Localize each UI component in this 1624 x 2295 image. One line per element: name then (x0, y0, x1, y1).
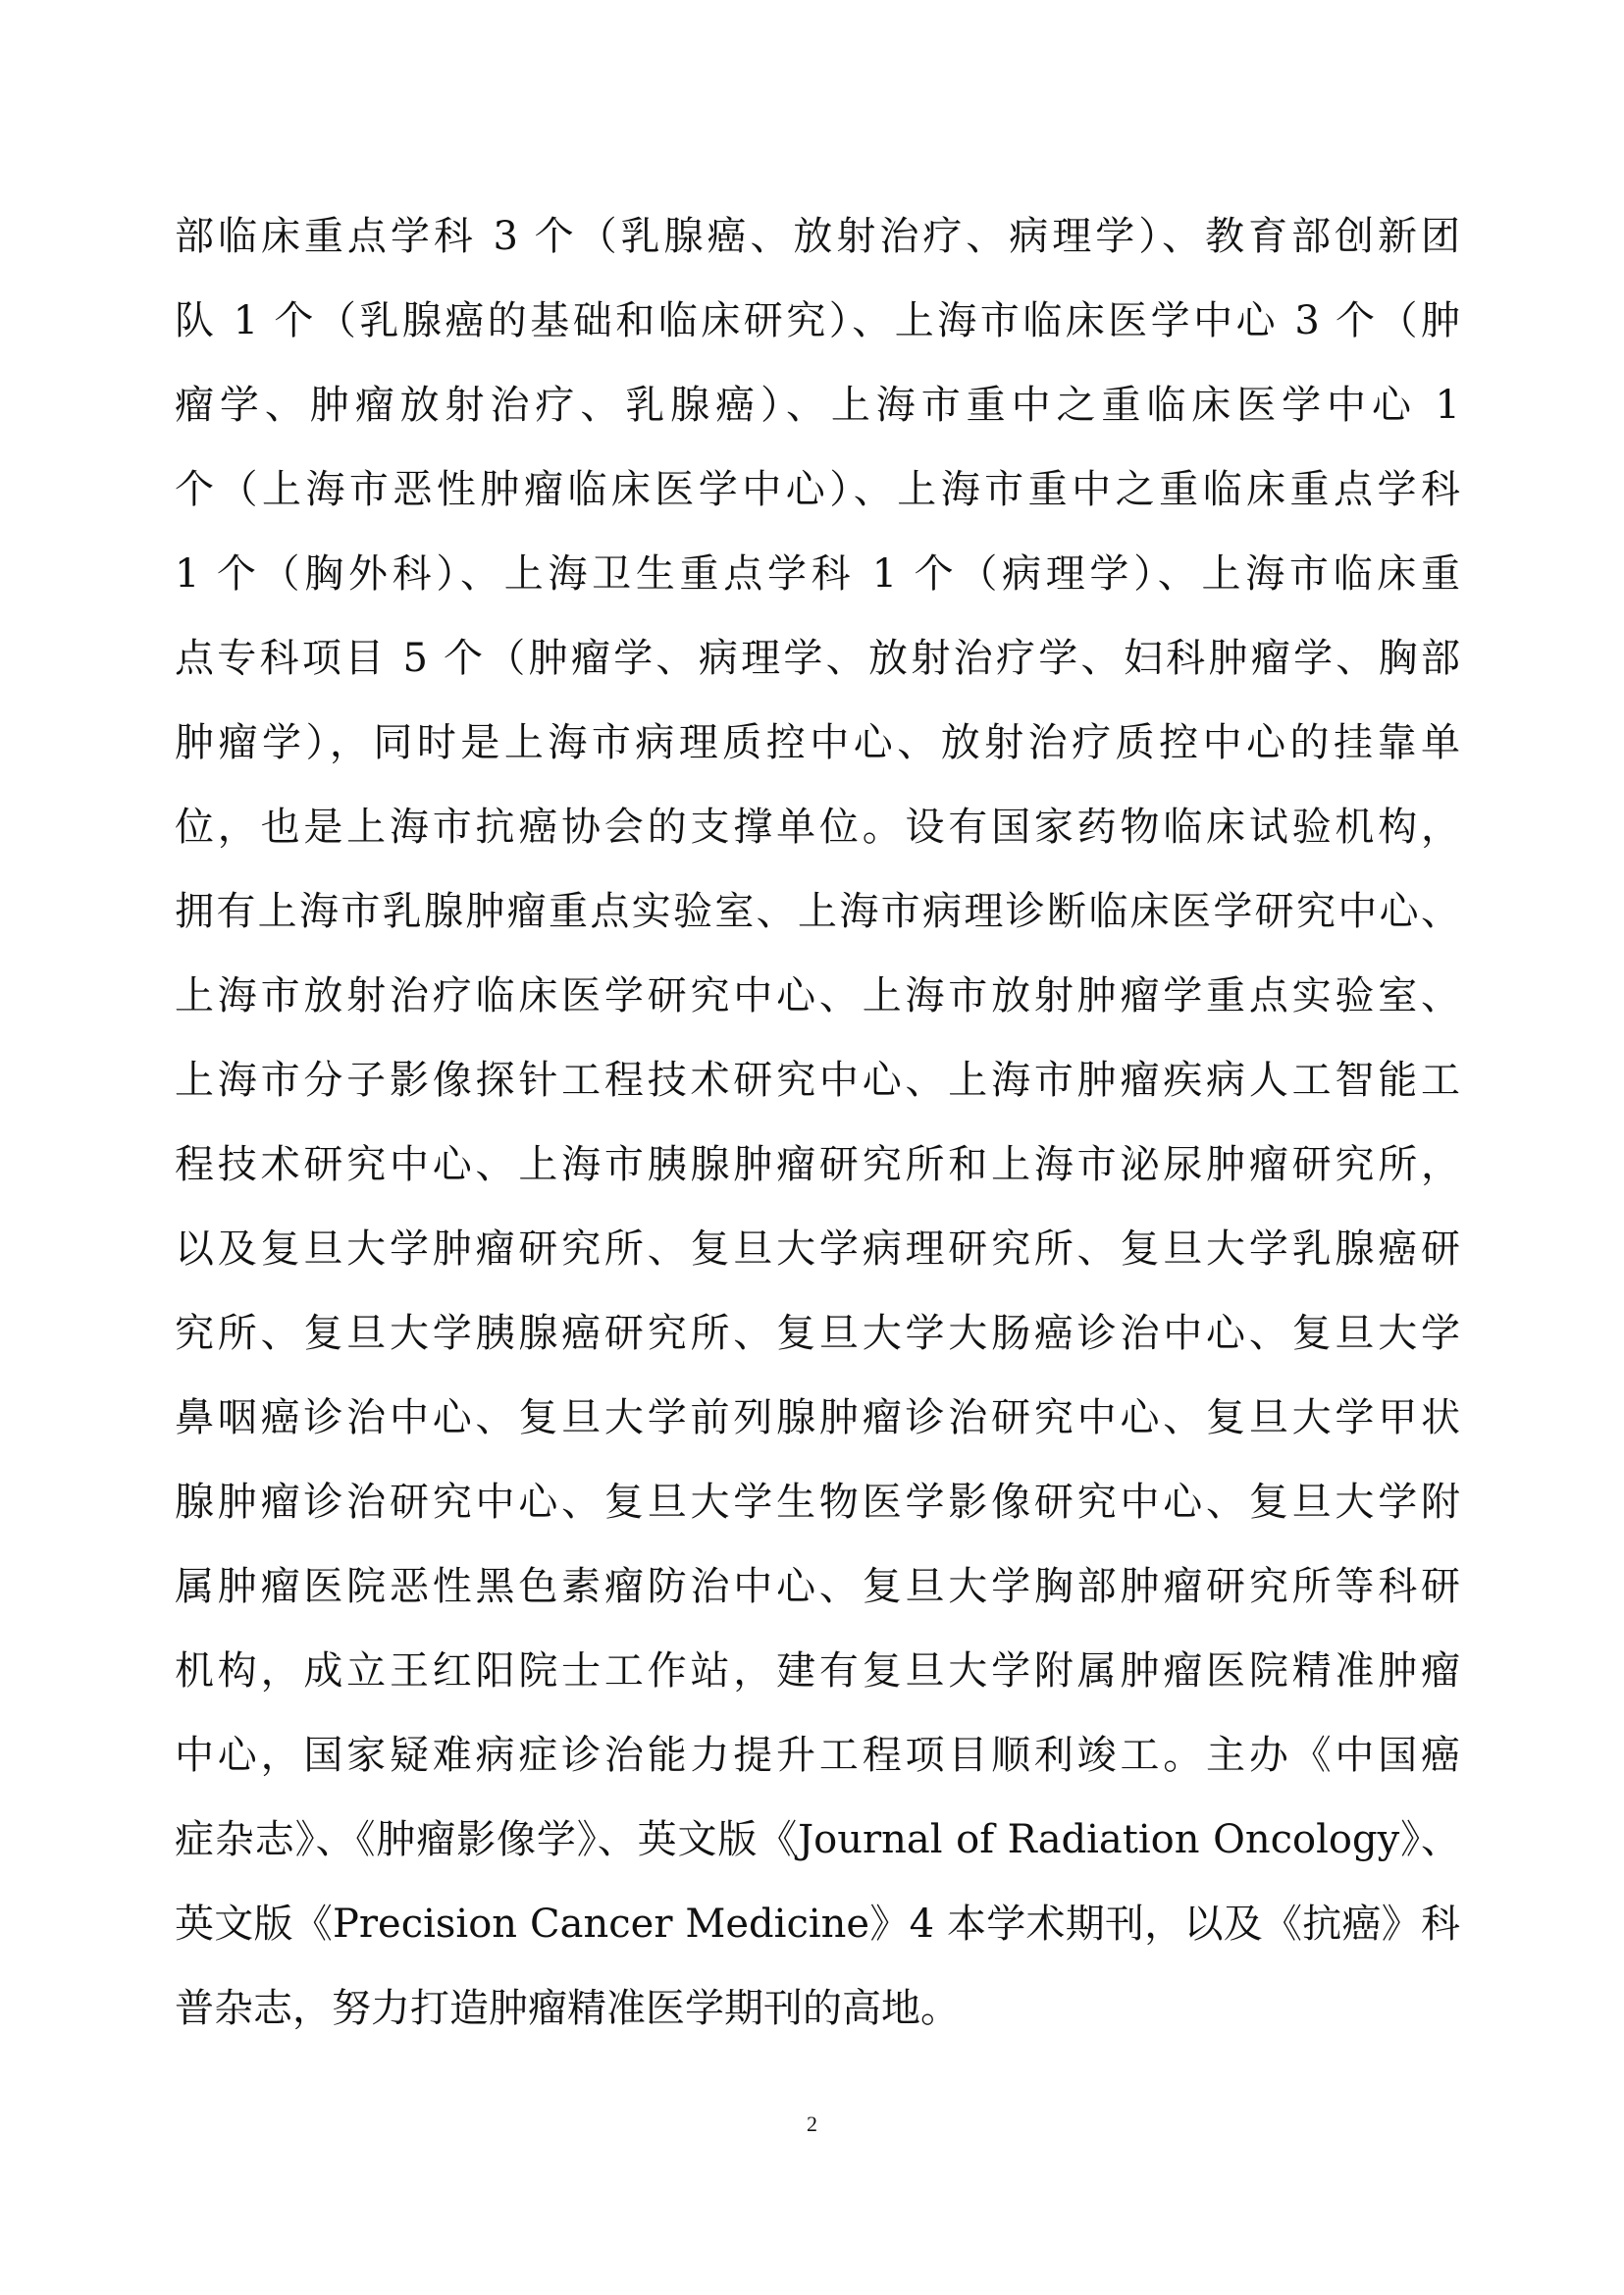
body-paragraph (175, 194, 1460, 2051)
text-line-12: 程技术研究中心、上海市胰腺肿瘤研究所和上海市泌尿肿瘤研究所， (175, 1142, 1460, 1187)
text-line-11: 上海市分子影像探针工程技术研究中心、上海市肿瘤疾病人工智能工 (175, 1058, 1460, 1103)
text-line-1: 部临床重点学科 3 个（乳腺癌、放射治疗、病理学）、教育部创新团 (175, 214, 1460, 259)
text-line-15: 鼻咽癌诊治中心、复旦大学前列腺肿瘤诊治研究中心、复旦大学甲状 (175, 1395, 1460, 1440)
text-line-3: 瘤学、肿瘤放射治疗、乳腺癌）、上海市重中之重临床医学中心 1 (175, 383, 1460, 428)
text-line-6: 点专科项目 5 个（肿瘤学、病理学、放射治疗学、妇科肿瘤学、胸部 (175, 636, 1460, 681)
text-line-2: 队 1 个（乳腺癌的基础和临床研究）、上海市临床医学中心 3 个（肿 (175, 298, 1460, 343)
text-line-17: 属肿瘤医院恶性黑色素瘤防治中心、复旦大学胸部肿瘤研究所等科研 (175, 1564, 1460, 1609)
text-line-21: 英文版《Precision Cancer Medicine》4 本学术期刊，以及《抗癌》科 (175, 1902, 1460, 1947)
text-line-8: 位，也是上海市抗癌协会的支撑单位。设有国家药物临床试验机构， (175, 805, 1460, 850)
text-line-5: 1 个（胸外科）、上海卫生重点学科 1 个（病理学）、上海市临床重 (175, 551, 1460, 597)
text-line-13: 以及复旦大学肿瘤研究所、复旦大学病理研究所、复旦大学乳腺癌研 (175, 1226, 1460, 1272)
text-line-10: 上海市放射治疗临床医学研究中心、上海市放射肿瘤学重点实验室、 (175, 973, 1460, 1018)
text-line-7: 肿瘤学），同时是上海市病理质控中心、放射治疗质控中心的挂靠单 (175, 720, 1460, 765)
text-line-22: 普杂志，努力打造肿瘤精准医学期刊的高地。 (175, 1986, 960, 2031)
text-line-16: 腺肿瘤诊治研究中心、复旦大学生物医学影像研究中心、复旦大学附 (175, 1480, 1460, 1525)
text-line-4: 个（上海市恶性肿瘤临床医学中心）、上海市重中之重临床重点学科 (175, 467, 1460, 512)
text-line-14: 究所、复旦大学胰腺癌研究所、复旦大学大肠癌诊治中心、复旦大学 (175, 1311, 1460, 1356)
text-line-19: 中心，国家疑难病症诊治能力提升工程项目顺利竣工。主办《中国癌 (175, 1733, 1460, 1778)
text-line-9: 拥有上海市乳腺肿瘤重点实验室、上海市病理诊断临床医学研究中心、 (175, 889, 1460, 934)
page-number: 2 (807, 2112, 817, 2136)
text-line-20: 症杂志》、《肿瘤影像学》、英文版《Journal of Radiation Oncology》、 (175, 1817, 1460, 1862)
text-line-18: 机构，成立王红阳院士工作站，建有复旦大学附属肿瘤医院精准肿瘤 (175, 1648, 1460, 1694)
